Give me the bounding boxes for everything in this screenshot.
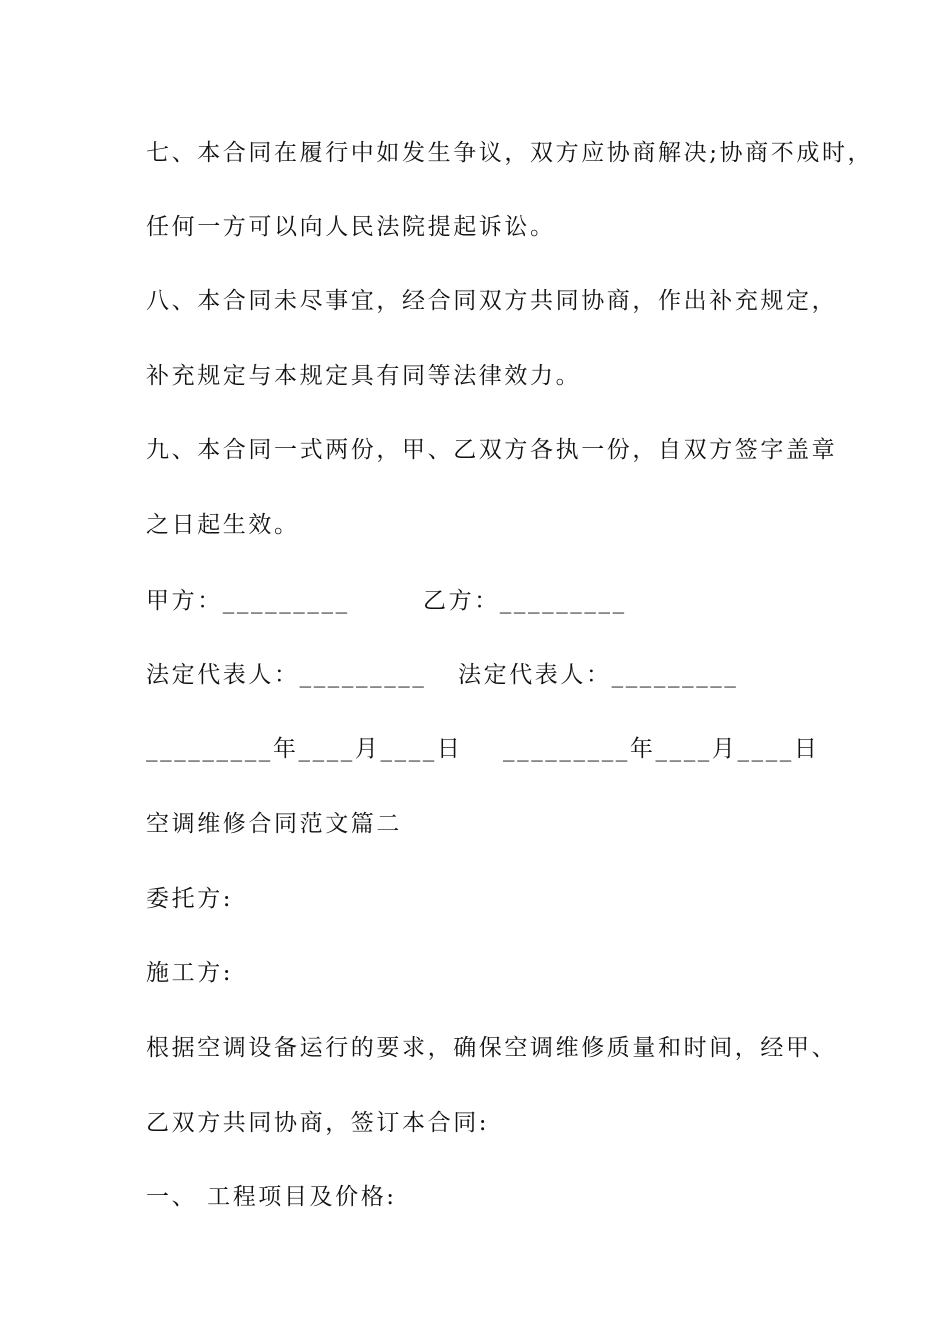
rep-a-signature: 法定代表人：_________ <box>146 662 427 688</box>
date-a: _________年____月____日 <box>146 736 463 762</box>
contractor-label: 施工方: <box>146 960 234 986</box>
clause-9-line-1: 九、本合同一式两份，甲、乙双方各执一份，自双方签字盖章 <box>146 437 838 463</box>
clause-7-line-1: 七、本合同在履行中如发生争议，双方应协商解决;协商不成时， <box>146 140 874 166</box>
section-2-title: 空调维修合同范文篇二 <box>146 811 402 837</box>
clause-7-line-2: 任何一方可以向人民法院提起诉讼。 <box>146 214 556 240</box>
date-b: _________年____月____日 <box>503 736 820 762</box>
item-1-heading: 一、 工程项目及价格: <box>146 1184 397 1210</box>
party-a-signature: 甲方：_________ <box>146 588 350 614</box>
intro-line-1: 根据空调设备运行的要求，确保空调维修质量和时间，经甲、 <box>146 1035 838 1061</box>
client-label: 委托方: <box>146 886 234 912</box>
clause-8-line-1: 八、本合同未尽事宜，经合同双方共同协商，作出补充规定， <box>146 288 838 314</box>
intro-line-2: 乙双方共同协商，签订本合同: <box>146 1110 490 1136</box>
clause-9-line-2: 之日起生效。 <box>146 512 300 538</box>
rep-b-signature: 法定代表人：_________ <box>458 662 739 688</box>
party-b-signature: 乙方：_________ <box>423 588 627 614</box>
clause-8-line-2: 补充规定与本规定具有同等法律效力。 <box>146 363 582 389</box>
